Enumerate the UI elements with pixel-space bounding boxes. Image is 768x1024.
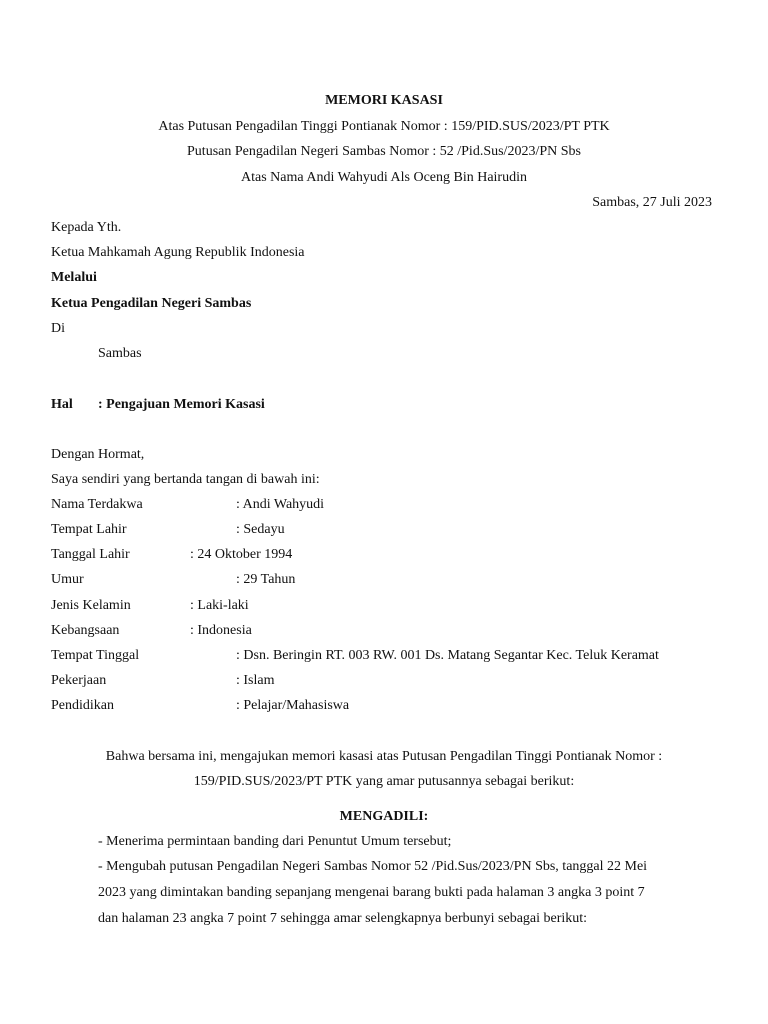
statement-line-2: 159/PID.SUS/2023/PT PTK yang amar putusannya sebagai berikut: [193,774,575,789]
recipient-kota: Sambas [98,346,142,361]
identity-value: : Sedayu [236,522,285,537]
identity-label: Tempat Tinggal [51,648,140,663]
identity-value: : Islam [236,673,275,688]
point-line-4: dan halaman 23 angka 7 point 7 sehingga amar selengkapnya berbunyi sebagai berikut: [98,911,588,926]
identity-label: Umur [51,572,84,587]
identity-label: Pekerjaan [51,673,107,688]
subtitle-line-2: Putusan Pengadilan Negeri Sambas Nomor : 52 /Pid.Sus/2023/PN Sbs [187,144,581,159]
hal-label: Hal [51,397,73,412]
document-title: MEMORI KASASI [325,93,443,108]
identity-value: : 29 Tahun [236,572,296,587]
point-line-2: - Mengubah putusan Pengadilan Negeri Sambas Nomor 52 /Pid.Sus/2023/PN Sbs, tanggal 22 Mei [98,859,648,874]
place-date: Sambas, 27 Juli 2023 [592,195,712,210]
mengadili-heading: MENGADILI: [339,809,429,824]
subtitle-line-1: Atas Putusan Pengadilan Tinggi Pontianak Nomor : 159/PID.SUS/2023/PT PTK [158,119,610,134]
recipient-ketua-pn: Ketua Pengadilan Negeri Sambas [51,296,252,311]
identity-label: Nama Terdakwa [51,497,143,512]
identity-label: Tempat Lahir [51,522,127,537]
identity-value: : Andi Wahyudi [236,497,325,512]
hal-value: : Pengajuan Memori Kasasi [98,397,265,412]
statement-line-1: Bahwa bersama ini, mengajukan memori kasasi atas Putusan Pengadilan Tinggi Pontianak Nomor : [105,749,663,764]
recipient-melalui: Melalui [51,270,97,285]
identity-value: : Dsn. Beringin RT. 003 RW. 001 Ds. Matang Segantar Kec. Teluk Keramat [236,648,659,663]
identity-value: : Laki-laki [190,598,249,613]
identity-value: : 24 Oktober 1994 [190,547,293,562]
identity-label: Kebangsaan [51,623,120,638]
identity-value: : Indonesia [190,623,252,638]
intro-text: Saya sendiri yang bertanda tangan di bawah ini: [51,472,320,487]
recipient-di: Di [51,321,65,336]
identity-value: : Pelajar/Mahasiswa [236,698,350,713]
identity-label: Pendidikan [51,698,114,713]
identity-label: Jenis Kelamin [51,598,131,613]
recipient-ketua-ma: Ketua Mahkamah Agung Republik Indonesia [51,245,305,260]
recipient-kepada: Kepada Yth. [51,220,122,235]
point-line-3: 2023 yang dimintakan banding sepanjang mengenai barang bukti pada halaman 3 angka 3 point 7 [98,885,645,900]
point-line-1: - Menerima permintaan banding dari Penuntut Umum tersebut; [98,834,452,849]
greeting: Dengan Hormat, [51,447,145,462]
identity-label: Tanggal Lahir [51,547,130,562]
subtitle-line-3: Atas Nama Andi Wahyudi Als Oceng Bin Hairudin [241,170,527,185]
